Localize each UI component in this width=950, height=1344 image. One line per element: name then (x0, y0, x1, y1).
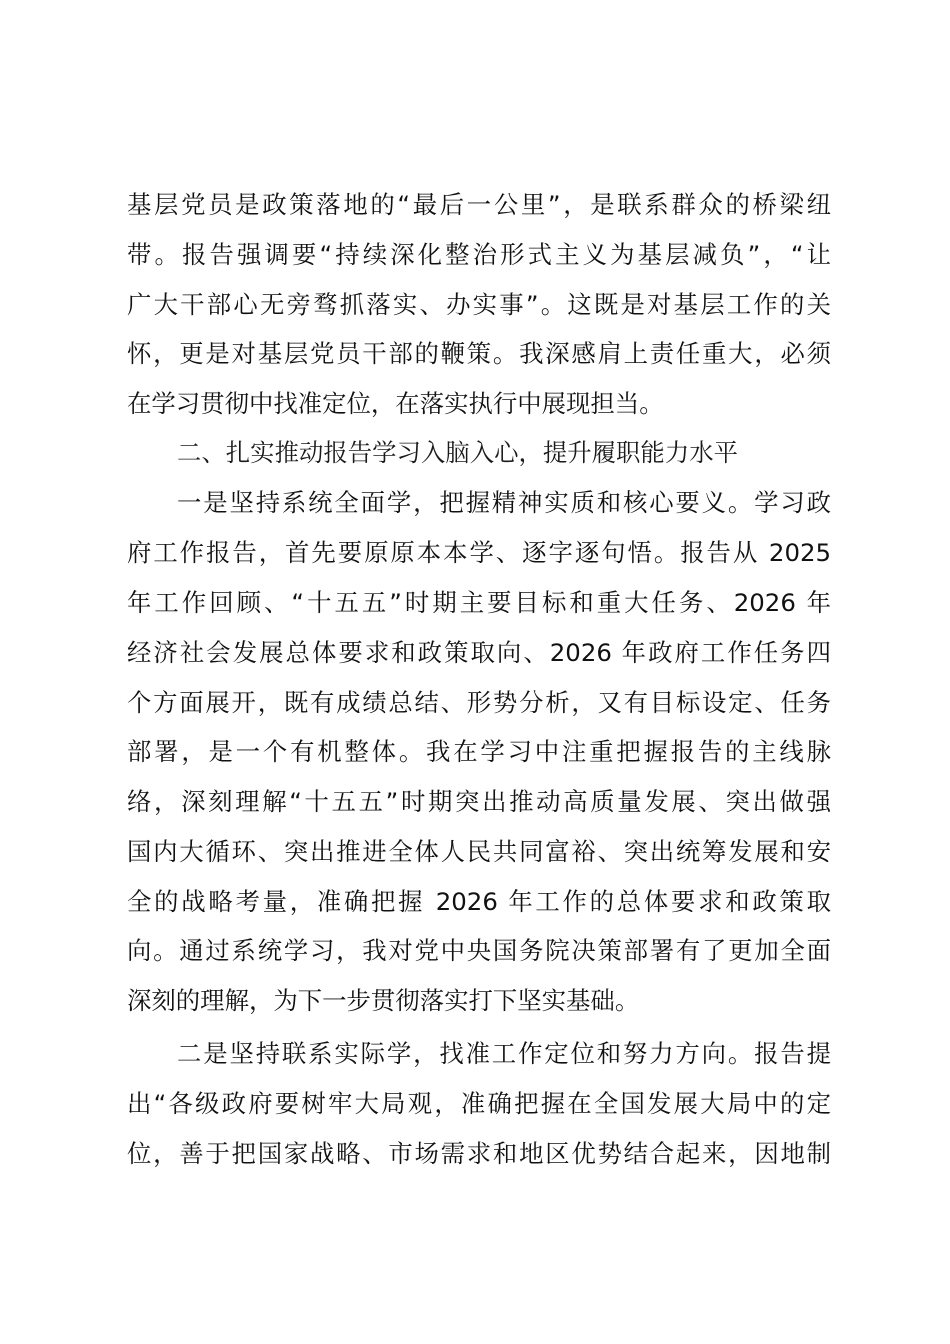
paragraph-line: 经济社会发展总体要求和政策取向、2026 年政府工作任务四 (127, 638, 831, 667)
paragraph-line: 络，深刻理解“十五五”时期突出推动高质量发展、突出做强 (127, 787, 831, 816)
paragraph-line: 带。报告强调要“持续深化整治形式主义为基层减负”，“让 (127, 240, 831, 269)
paragraph-line: 一是坚持系统全面学，把握精神实质和核心要义。学习政 (177, 488, 831, 517)
paragraph-line: 基层党员是政策落地的“最后一公里”，是联系群众的桥梁纽 (127, 190, 831, 219)
paragraph-line: 个方面展开，既有成绩总结、形势分析，又有目标设定、任务 (127, 688, 831, 717)
paragraph-line: 广大干部心无旁骛抓落实、办实事”。这既是对基层工作的关 (127, 290, 831, 319)
paragraph-line: 出“各级政府要树牢大局观，准确把握在全国发展大局中的定 (127, 1089, 831, 1118)
paragraph-line: 怀，更是对基层党员干部的鞭策。我深感肩上责任重大，必须 (127, 339, 831, 368)
paragraph-line: 部署，是一个有机整体。我在学习中注重把握报告的主线脉 (127, 737, 831, 766)
paragraph-line: 位，善于把国家战略、市场需求和地区优势结合起来，因地制 (127, 1139, 831, 1168)
paragraph-line: 在学习贯彻中找准定位，在落实执行中展现担当。 (127, 389, 664, 418)
paragraph-line: 深刻的理解，为下一步贯彻落实打下坚实基础。 (127, 986, 640, 1015)
paragraph-line: 年工作回顾、“十五五”时期主要目标和重大任务、2026 年 (127, 588, 831, 617)
paragraph-line: 府工作报告，首先要原原本本学、逐字逐句悟。报告从 2025 (127, 538, 831, 567)
paragraph-line: 全的战略考量，准确把握 2026 年工作的总体要求和政策取 (127, 887, 831, 916)
paragraph-line: 向。通过系统学习，我对党中央国务院决策部署有了更加全面 (127, 936, 831, 965)
section-heading: 二、扎实推动报告学习入脑入心，提升履职能力水平 (177, 438, 738, 467)
paragraph-line: 二是坚持联系实际学，找准工作定位和努力方向。报告提 (177, 1039, 831, 1068)
paragraph-line: 国内大循环、突出推进全体人民共同富裕、突出统筹发展和安 (127, 837, 831, 866)
